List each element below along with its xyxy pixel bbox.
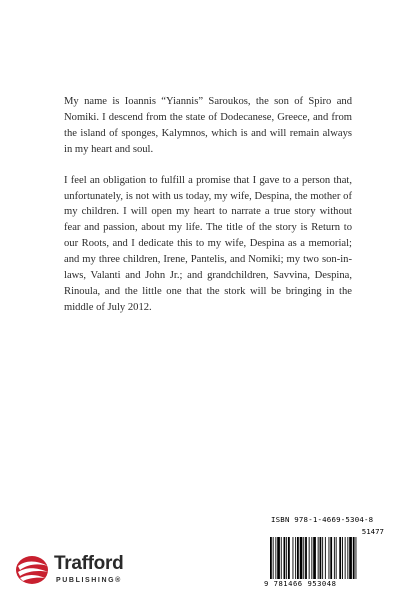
barcode-bar (320, 537, 322, 579)
barcode-bar (356, 537, 357, 579)
barcode-bar (286, 537, 287, 579)
barcode-bar (311, 537, 312, 579)
barcode-bar (303, 537, 304, 579)
paragraph-2: I feel an obligation to fulfill a promise that I gave to a person that, unfortunately, is not with us today, my wife, Despina, the mother of my children. I will open my heart to narrate a true story without fear and passion, about my life. The title of the story is Return to our Roots, and I dedicate this to my wife, Despina as a memorial; and my three children, Irene, Pantelis, and Nomiki; my two son-in-laws, Valanti and John Jr.; and grandchildren, Savvina, Despina, Rinoula, and the little one that the stork will be bringing in the middle of July 2012. (64, 174, 352, 313)
barcode-graphic (270, 537, 386, 579)
barcode-bar (347, 537, 348, 579)
barcode-bar (339, 537, 341, 579)
barcode-bar (293, 537, 294, 579)
barcode-bar (275, 537, 276, 579)
barcode-bar (305, 537, 307, 579)
barcode-bar (284, 537, 286, 579)
paragraph-1: My name is Ioannis “Yiannis” Saroukos, the son of Spiro and Nomiki. I descend from the state of Dodecanese, Greece, and from the island of sponges, Kalymnos, which is and will remain always in my heart and soul. (64, 96, 352, 155)
barcode-bar (353, 537, 355, 579)
barcode-bar (270, 537, 272, 579)
registered-mark: ® (115, 577, 122, 584)
publisher-subtitle-text: PUBLISHING (56, 577, 116, 584)
barcode-bar (295, 537, 296, 579)
barcode-digits: 9 781466 953048 (264, 579, 337, 588)
isbn-barcode-block (262, 512, 388, 592)
trafford-wave-logo-icon (14, 552, 54, 588)
price-code: 51477 (361, 527, 384, 536)
barcode-bar (329, 537, 330, 579)
barcode-bar (309, 537, 310, 579)
publisher-subtitle (56, 577, 122, 584)
barcode-bar (349, 537, 352, 579)
barcode-bar (277, 537, 280, 579)
barcode-bar (313, 537, 316, 579)
isbn-label: ISBN 978-1-4669-5304-8 (271, 515, 374, 524)
barcode-bar (297, 537, 299, 579)
publisher-name: Trafford (54, 553, 124, 574)
barcode-bar (334, 537, 335, 579)
barcode-bar (273, 537, 274, 579)
barcode-bar (345, 537, 346, 579)
barcode-bar (336, 537, 337, 579)
barcode-bar (325, 537, 326, 579)
barcode-bar (342, 537, 343, 579)
barcode-bar (300, 537, 303, 579)
barcode-bar (322, 537, 323, 579)
barcode-bar (288, 537, 290, 579)
barcode-bar (318, 537, 319, 579)
back-cover-text (64, 94, 352, 331)
barcode-bar (330, 537, 332, 579)
publisher-logo (14, 552, 174, 592)
barcode-bar (281, 537, 282, 579)
